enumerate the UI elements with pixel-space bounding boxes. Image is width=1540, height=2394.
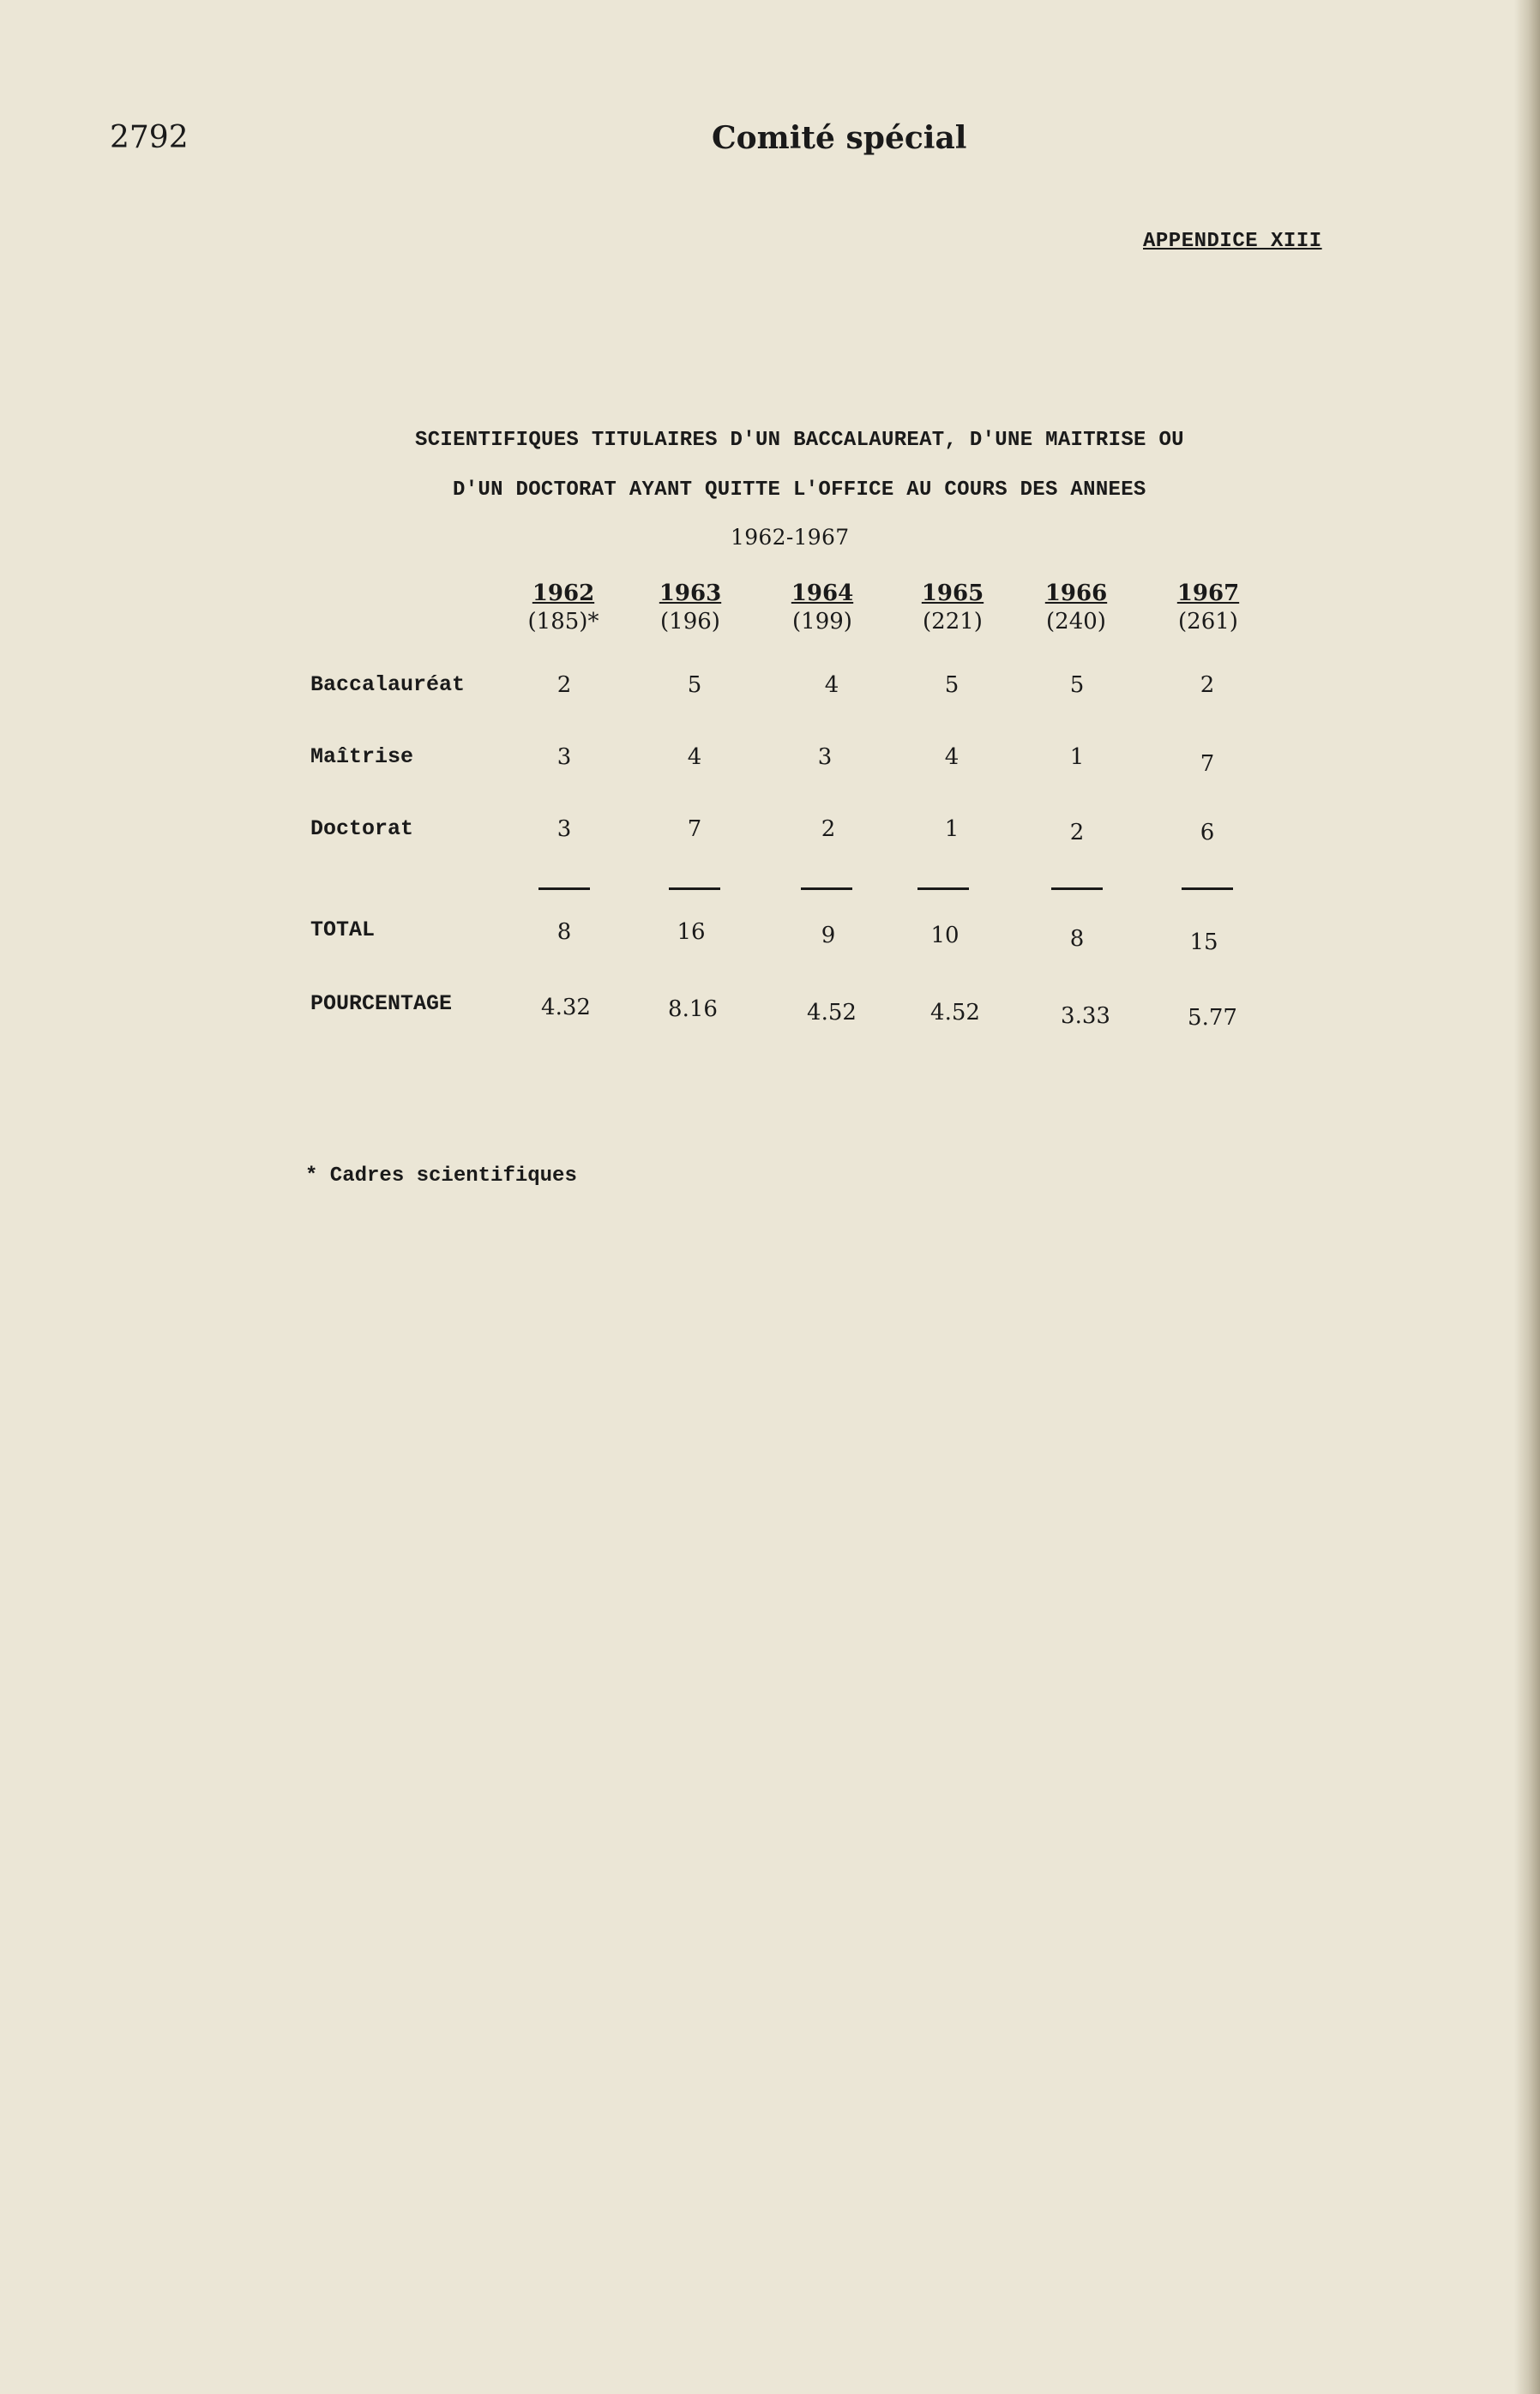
table-cell: 4.52 xyxy=(930,1000,980,1026)
table-cell: 8.16 xyxy=(668,996,718,1022)
table-cell: 7 xyxy=(687,816,702,842)
running-head: Comité spécial xyxy=(712,120,967,156)
footnote: * Cadres scientifiques xyxy=(305,1164,577,1188)
page-number: 2792 xyxy=(110,120,189,155)
table-cell: 3 xyxy=(556,744,572,770)
table-cell: 7 xyxy=(1200,751,1215,777)
sum-rule xyxy=(1182,887,1233,890)
row-label-doctorat: Doctorat xyxy=(310,816,414,841)
column-year: 1965 xyxy=(921,580,984,606)
table-cell: 3 xyxy=(817,744,833,770)
table-title-line-1: SCIENTIFIQUES TITULAIRES D'UN BACCALAUREAT, D'UNE MAITRISE OU xyxy=(415,429,1184,452)
column-year: 1967 xyxy=(1176,580,1240,606)
column-header-1966 xyxy=(1012,580,1140,635)
column-count: (196) xyxy=(660,608,720,635)
column-count: (221) xyxy=(923,608,983,635)
page-edge-shadow xyxy=(1514,0,1540,2394)
table-cell: 6 xyxy=(1200,820,1215,845)
row-label-total: TOTAL xyxy=(310,917,376,942)
column-count: (199) xyxy=(792,608,852,635)
column-header-1965 xyxy=(888,580,1017,635)
column-header-1963 xyxy=(626,580,755,635)
table-cell: 2 xyxy=(821,816,836,842)
column-year: 1964 xyxy=(791,580,854,606)
table-cell: 1 xyxy=(1069,744,1085,770)
column-header-1962 xyxy=(499,580,628,635)
table-cell: 4 xyxy=(944,744,959,770)
sum-rule xyxy=(1051,887,1103,890)
table-cell: 2 xyxy=(1069,820,1085,845)
table-cell: 4 xyxy=(687,744,702,770)
column-year: 1963 xyxy=(659,580,722,606)
table-cell: 10 xyxy=(930,923,959,948)
table-cell: 2 xyxy=(556,672,572,698)
table-cell: 16 xyxy=(677,919,706,945)
sum-rule xyxy=(538,887,590,890)
table-cell: 9 xyxy=(821,923,836,948)
table-cell: 4 xyxy=(824,672,839,698)
table-cell: 5.77 xyxy=(1188,1005,1237,1031)
table-cell: 3 xyxy=(556,816,572,842)
table-title-line-2: D'UN DOCTORAT AYANT QUITTE L'OFFICE AU COURS DES ANNEES xyxy=(453,478,1146,502)
sum-rule xyxy=(669,887,720,890)
column-header-1964 xyxy=(758,580,887,635)
column-count: (185)* xyxy=(527,608,599,635)
table-cell: 4.52 xyxy=(807,1000,857,1026)
table-cell: 4.32 xyxy=(541,995,591,1020)
column-year: 1966 xyxy=(1044,580,1108,606)
column-count: (240) xyxy=(1046,608,1106,635)
appendix-label: APPENDICE XIII xyxy=(1143,230,1322,253)
column-year: 1962 xyxy=(532,580,595,606)
table-cell: 5 xyxy=(687,672,702,698)
row-label-pourcentage: POURCENTAGE xyxy=(310,991,453,1016)
table-title-years: 1962-1967 xyxy=(731,525,850,550)
sum-rule xyxy=(917,887,969,890)
sum-rule xyxy=(801,887,852,890)
table-cell: 2 xyxy=(1200,672,1215,698)
table-cell: 5 xyxy=(944,672,959,698)
table-cell: 3.33 xyxy=(1061,1003,1110,1029)
row-label-maitrise: Maîtrise xyxy=(310,744,414,769)
table-cell: 8 xyxy=(556,919,572,945)
column-count: (261) xyxy=(1178,608,1238,635)
table-cell: 8 xyxy=(1069,926,1085,952)
row-label-baccalaureat: Baccalauréat xyxy=(310,672,466,697)
table-cell: 15 xyxy=(1189,929,1218,955)
table-cell: 1 xyxy=(944,816,959,842)
table-cell: 5 xyxy=(1069,672,1085,698)
column-header-1967 xyxy=(1144,580,1272,635)
